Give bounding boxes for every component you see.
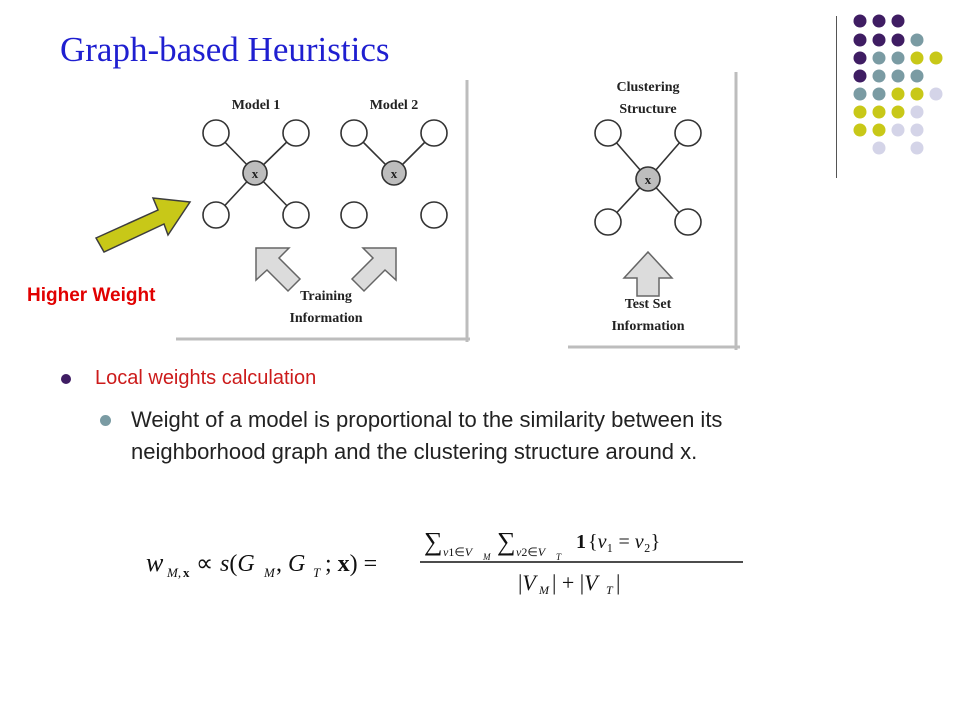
svg-text:, G: , G xyxy=(276,551,306,577)
training-caption-line1: Training xyxy=(300,289,352,304)
bullet-weight-description xyxy=(100,404,820,468)
bullet-local-weights-text: Local weights calculation xyxy=(95,367,317,389)
model2-label: Model 2 xyxy=(369,98,419,113)
svg-text:; x) =: ; x) = xyxy=(325,551,378,577)
svg-text:∝: ∝ xyxy=(196,551,214,577)
testset-caption-line2: Information xyxy=(611,319,685,334)
svg-text:M: M xyxy=(539,583,549,597)
arrow-up-left-icon xyxy=(256,248,300,291)
higher-weight-label: Higher Weight xyxy=(27,285,156,306)
bullet-weight-description-text: Weight of a model is proportional to the similarity between its neighborhood graph and the clustering structure around x. xyxy=(131,407,723,464)
svg-text:v2∈V: v2∈V xyxy=(516,545,546,559)
clustering-structure-figure xyxy=(568,72,740,350)
svg-text:∑: ∑ xyxy=(424,527,443,556)
svg-text:|V: |V xyxy=(518,570,536,595)
svg-text:T: T xyxy=(556,552,562,562)
model1-label: Model 1 xyxy=(231,98,281,113)
svg-text:∑: ∑ xyxy=(497,527,516,556)
clustering-center-label: x xyxy=(644,172,652,187)
svg-text:s(G: s(G xyxy=(220,551,255,577)
svg-text:w: w xyxy=(146,548,164,577)
arrow-up-icon xyxy=(624,252,672,296)
model2-center-label: x xyxy=(390,166,398,181)
arrow-up-right-icon xyxy=(352,248,396,291)
training-caption-line2: Information xyxy=(289,311,363,326)
testset-caption-line1: Test Set xyxy=(624,297,672,312)
decorative-dot-grid xyxy=(0,0,960,200)
svg-text:1: 1 xyxy=(576,531,586,553)
svg-text:M: M xyxy=(483,552,491,562)
svg-text:| + |V: | + |V xyxy=(552,570,598,595)
bullet-dot xyxy=(100,415,111,426)
clustering-title-line1: Clustering xyxy=(616,80,680,95)
svg-text:M,: M, xyxy=(167,565,182,580)
svg-text:M: M xyxy=(264,565,275,580)
svg-text:v1∈V: v1∈V xyxy=(443,545,473,559)
bullet-dot xyxy=(61,374,71,384)
svg-text:{v₁ = v₂}: {v₁ = v₂} xyxy=(588,531,661,553)
decorative-divider xyxy=(836,16,837,178)
svg-text:T: T xyxy=(313,565,321,580)
higher-weight-arrow-icon xyxy=(88,190,198,270)
training-models-figure xyxy=(176,80,470,342)
svg-text:|: | xyxy=(616,570,621,595)
weight-formula xyxy=(140,520,750,600)
model1-center-label: x xyxy=(251,166,259,181)
svg-text:x: x xyxy=(183,565,190,580)
clustering-title-line2: Structure xyxy=(619,102,677,117)
slide-title: Graph-based Heuristics xyxy=(60,30,390,69)
svg-text:T: T xyxy=(606,583,613,597)
